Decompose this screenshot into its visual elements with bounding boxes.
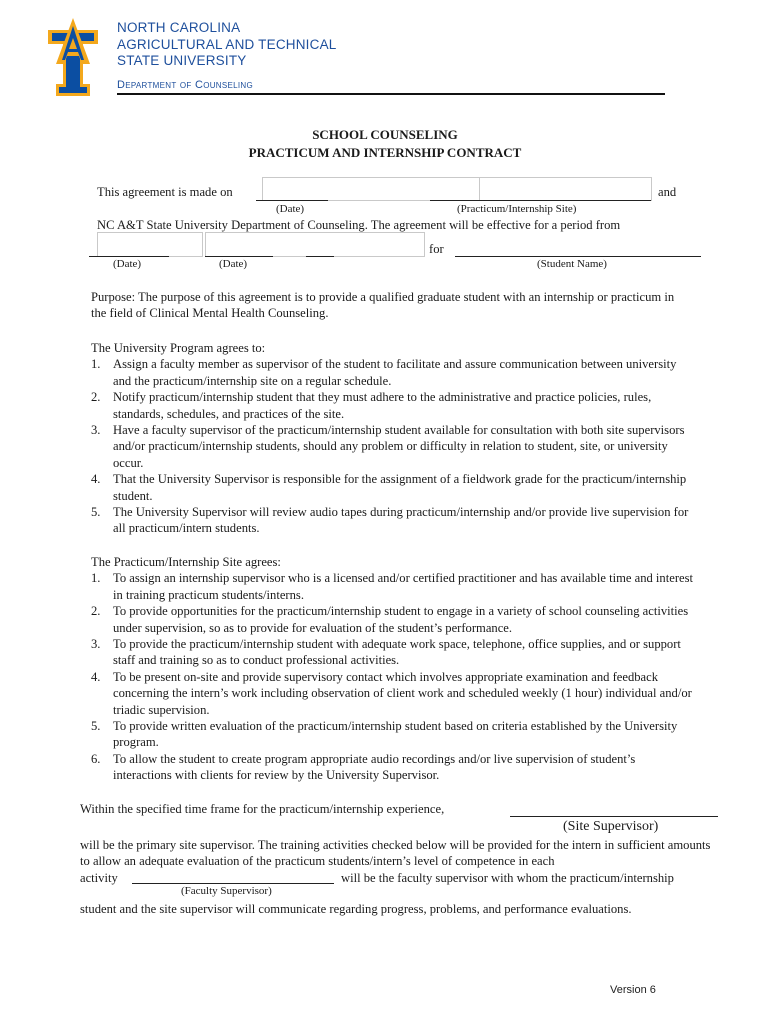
site-input[interactable] <box>479 177 652 201</box>
end-date-underline <box>205 256 273 257</box>
page-title-1: SCHOOL COUNSELING <box>312 127 458 142</box>
agreement-line-2: NC A&T State University Department of Counseling. The agreement will be effective for a period from <box>97 218 621 232</box>
agreement-made-on: This agreement is made on <box>97 185 233 199</box>
list-item <box>91 471 691 504</box>
list-item-text: To provide the practicum/internship student with adequate work space, telephone, office supplies, and or support staff and training so as to conduct professional activities. <box>113 637 681 668</box>
list-item-text: To assign an internship supervisor who is a licensed and/or certified practitioner and has available time and interest in training practicum students/interns. <box>113 571 694 602</box>
department-name: Department of Counseling <box>117 79 254 91</box>
site-heading: The Practicum/Internship Site agrees: <box>91 555 281 569</box>
university-name <box>117 20 337 70</box>
faculty-supervisor-label: (Faculty Supervisor) <box>181 885 272 897</box>
university-heading: The University Program agrees to: <box>91 341 266 355</box>
list-item <box>91 570 697 603</box>
at-logo-icon <box>46 18 100 98</box>
faculty-supervisor-underline[interactable] <box>132 883 334 884</box>
date-label: (Date) <box>276 203 305 215</box>
list-item <box>91 389 691 422</box>
list-item-text: The University Supervisor will review audio tapes during practicum/internship and/or provide live supervision for all practicum/intern students. <box>113 505 689 536</box>
list-item-text: Have a faculty supervisor of the practicum/internship student available for consultation with both site supervisors and/or practicum/internship students, should any problem or difficulty in relation to student, site, or university occur. <box>113 423 685 470</box>
closing-paragraph: will be the primary site supervisor. The training activities checked below will be provided for the intern in sufficient amounts to allow an adequate evaluation of the practicum students/intern’s level of competence in each <box>80 838 711 869</box>
university-section <box>91 340 691 537</box>
within-text: Within the specified time frame for the practicum/internship experience, <box>80 802 445 816</box>
end-date-underline-2 <box>306 256 334 257</box>
list-item-number: 4. <box>91 669 101 684</box>
faculty-text: will be the faculty supervisor with whom the practicum/internship <box>341 871 674 885</box>
list-item-number: 5. <box>91 719 101 734</box>
site-list <box>91 570 697 783</box>
date-underline <box>256 200 328 201</box>
list-item <box>91 422 691 471</box>
student-name-label: (Student Name) <box>537 258 607 270</box>
start-date-input[interactable] <box>97 232 203 257</box>
and-label: and <box>658 185 677 199</box>
list-item-text: To allow the student to create program appropriate audio recordings and/or live supervision of student’s interactions with clients for review by the University Supervisor. <box>113 751 636 783</box>
student-name-underline[interactable] <box>455 256 701 257</box>
university-line-3: STATE UNIVERSITY <box>117 53 247 68</box>
list-item-number: 2. <box>91 604 101 619</box>
site-underline <box>430 200 651 201</box>
header-rule <box>117 93 665 95</box>
site-section <box>91 554 697 784</box>
list-item-number: 4. <box>91 472 101 487</box>
list-item <box>91 718 697 751</box>
list-item-text: To provide opportunities for the practicum/internship student to engage in a variety of school counseling activities under supervision, so as to provide for evaluation of the student’s performance. <box>113 604 689 635</box>
for-label: for <box>429 242 444 256</box>
list-item-text: To provide written evaluation of the practicum/internship student based on criteria established by the University program. <box>113 719 678 750</box>
site-supervisor-label: (Site Supervisor) <box>563 819 659 834</box>
site-supervisor-underline[interactable] <box>510 816 718 817</box>
list-item-number: 3. <box>91 423 101 438</box>
closing-last-line: student and the site supervisor will communicate regarding progress, problems, and performance evaluations. <box>80 902 632 916</box>
date-input[interactable] <box>262 177 480 201</box>
site-label: (Practicum/Internship Site) <box>457 203 577 215</box>
list-item <box>91 603 697 636</box>
purpose-text: Purpose: The purpose of this agreement is to provide a qualified graduate student with an internship or practicum in the field of Clinical Mental Health Counseling. <box>91 290 675 321</box>
university-line-2: AGRICULTURAL AND TECHNICAL <box>117 36 337 52</box>
start-date-label: (Date) <box>113 258 142 270</box>
list-item-number: 5. <box>91 505 101 520</box>
list-item <box>91 356 691 389</box>
university-logo <box>46 18 100 98</box>
activity-label: activity <box>80 871 118 885</box>
list-item-text: Notify practicum/internship student that they must adhere to the administrative and practice policies, rules, standards, schedules, and practices of the site. <box>113 390 652 421</box>
list-item-text: That the University Supervisor is responsible for the assignment of a fieldwork grade for the practicum/internship student. <box>113 472 687 503</box>
list-item-text: Assign a faculty member as supervisor of the student to facilitate and assure communication between university and the practicum/internship site on a regular schedule. <box>113 357 677 388</box>
list-item-number: 1. <box>91 357 101 372</box>
list-item-text: To be present on-site and provide supervisory contact which involves appropriate examination and feedback concerning the intern’s work including observation of client work and scheduled weekly (1 hour) individual and/or triadic supervision. <box>113 669 692 717</box>
page-title-2: PRACTICUM AND INTERNSHIP CONTRACT <box>248 145 522 160</box>
end-date-input[interactable] <box>205 232 425 257</box>
list-item-number: 6. <box>91 751 101 766</box>
list-item-number: 2. <box>91 390 101 405</box>
list-item-number: 1. <box>91 571 101 586</box>
list-item <box>91 751 697 784</box>
start-date-underline <box>89 256 169 257</box>
list-item <box>91 504 691 537</box>
university-line-1: NORTH CAROLINA <box>117 20 241 35</box>
version-label: Version 6 <box>610 984 656 996</box>
end-date-label: (Date) <box>219 258 248 270</box>
list-item <box>91 636 697 669</box>
list-item-number: 3. <box>91 637 101 652</box>
university-list <box>91 356 691 536</box>
list-item <box>91 669 697 718</box>
